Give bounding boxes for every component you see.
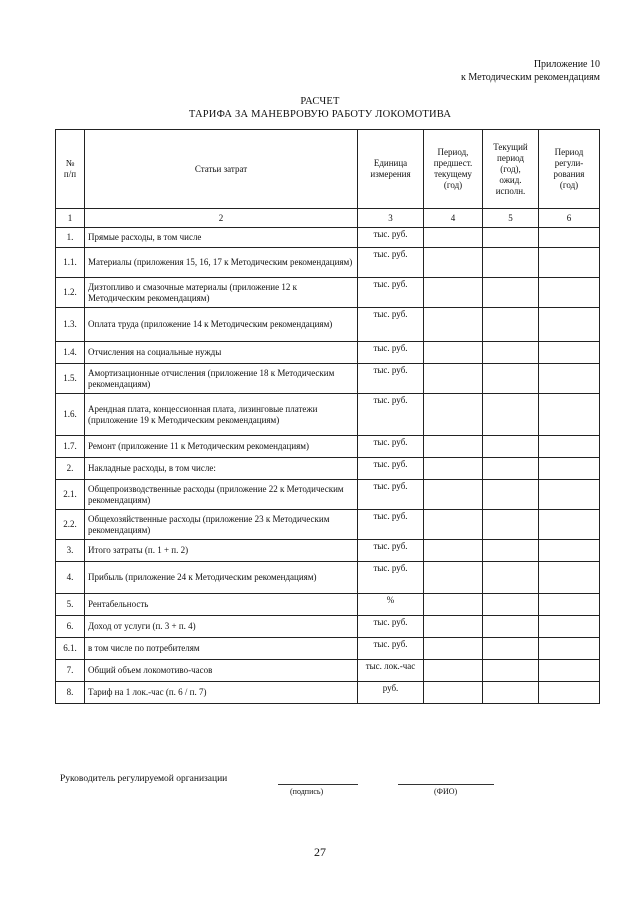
regulated-period-value [539,616,600,638]
unit-of-measure: тыс. руб. [358,638,424,660]
regulated-period-value [539,480,600,510]
cost-item: Оплата труда (приложение 14 к Методическим рекомендациям) [85,308,358,342]
row-number: 2.1. [56,480,85,510]
row-number: 3. [56,540,85,562]
current-period-value [483,638,539,660]
unit-of-measure: тыс. руб. [358,278,424,308]
table-row [56,394,600,436]
table-row [56,682,600,704]
unit-of-measure: тыс. руб. [358,436,424,458]
column-header: № п/п [56,130,85,209]
cost-item: Ремонт (приложение 11 к Методическим рекомендациям) [85,436,358,458]
table-row [56,228,600,248]
previous-period-value [424,436,483,458]
table-row [56,510,600,540]
unit-of-measure: тыс. руб. [358,458,424,480]
column-number-row [56,209,600,228]
previous-period-value [424,278,483,308]
current-period-value [483,436,539,458]
current-period-value [483,660,539,682]
row-number: 1.5. [56,364,85,394]
cost-item: Арендная плата, концессионная плата, лизинговые платежи (приложение 19 к Методическим рекомендациям) [85,394,358,436]
table-body [56,228,600,704]
current-period-value [483,594,539,616]
current-period-value [483,682,539,704]
table-row [56,660,600,682]
regulated-period-value [539,510,600,540]
previous-period-value [424,364,483,394]
table-row [56,436,600,458]
column-number: 6 [539,209,600,228]
unit-of-measure: тыс. руб. [358,308,424,342]
regulated-period-value [539,278,600,308]
current-period-value [483,562,539,594]
row-number: 4. [56,562,85,594]
current-period-value [483,342,539,364]
row-number: 1. [56,228,85,248]
row-number: 1.3. [56,308,85,342]
row-number: 7. [56,660,85,682]
row-number: 6. [56,616,85,638]
table-row [56,616,600,638]
unit-of-measure: тыс. руб. [358,540,424,562]
appendix-line-2: к Методическим рекомендациям [460,72,600,83]
regulated-period-value [539,458,600,480]
cost-item: Общепроизводственные расходы (приложение 22 к Методическим рекомендациям) [85,480,358,510]
regulated-period-value [539,228,600,248]
column-number: 3 [358,209,424,228]
current-period-value [483,394,539,436]
regulated-period-value [539,308,600,342]
column-header: Единица измерения [358,130,424,209]
previous-period-value [424,616,483,638]
appendix-note [461,58,600,84]
unit-of-measure: тыс. руб. [358,394,424,436]
table-row [56,594,600,616]
cost-item: Рентабельность [85,594,358,616]
current-period-value [483,540,539,562]
current-period-value [483,278,539,308]
table-row [56,278,600,308]
signature-caption: (подпись) [290,787,324,796]
current-period-value [483,480,539,510]
column-number: 2 [85,209,358,228]
unit-of-measure: % [358,594,424,616]
signature-label: Руководитель регулируемой организации [60,774,228,784]
row-number: 2.2. [56,510,85,540]
row-number: 1.6. [56,394,85,436]
cost-item: Общий объем локомотиво-часов [85,660,358,682]
previous-period-value [424,594,483,616]
title-line-2: ТАРИФА ЗА МАНЕВРОВУЮ РАБОТУ ЛОКОМОТИВА [188,109,452,120]
table-row [56,480,600,510]
cost-item: Отчисления на социальные нужды [85,342,358,364]
cost-item: Прямые расходы, в том числе [85,228,358,248]
table-row [56,540,600,562]
current-period-value [483,458,539,480]
regulated-period-value [539,638,600,660]
document-title [0,95,640,121]
row-number: 8. [56,682,85,704]
regulated-period-value [539,364,600,394]
table-row [56,562,600,594]
title-line-1: РАСЧЕТ [300,96,340,107]
table-row [56,308,600,342]
previous-period-value [424,342,483,364]
regulated-period-value [539,562,600,594]
table-row [56,364,600,394]
cost-item: Дизтопливо и смазочные материалы (приложение 12 к Методическим рекомендациям) [85,278,358,308]
table-row [56,638,600,660]
name-caption: (ФИО) [434,787,458,796]
unit-of-measure: тыс. руб. [358,480,424,510]
column-header: Период регули- рования (год) [539,130,600,209]
appendix-line-1: Приложение 10 [533,59,600,70]
regulated-period-value [539,436,600,458]
column-header: Статьи затрат [85,130,358,209]
row-number: 1.4. [56,342,85,364]
cost-item: Амортизационные отчисления (приложение 18 к Методическим рекомендациям) [85,364,358,394]
unit-of-measure: тыс. руб. [358,616,424,638]
cost-item: Общехозяйственные расходы (приложение 23 к Методическим рекомендациям) [85,510,358,540]
previous-period-value [424,480,483,510]
unit-of-measure: руб. [358,682,424,704]
tariff-calculation-table [55,129,600,704]
column-number: 1 [56,209,85,228]
cost-item: Материалы (приложения 15, 16, 17 к Методическим рекомендациям) [85,248,358,278]
previous-period-value [424,562,483,594]
current-period-value [483,510,539,540]
unit-of-measure: тыс. руб. [358,562,424,594]
unit-of-measure: тыс. руб. [358,248,424,278]
previous-period-value [424,228,483,248]
table-row [56,342,600,364]
unit-of-measure: тыс. лок.-час [358,660,424,682]
row-number: 6.1. [56,638,85,660]
previous-period-value [424,660,483,682]
cost-item: Итого затраты (п. 1 + п. 2) [85,540,358,562]
cost-item: Тариф на 1 лок.-час (п. 6 / п. 7) [85,682,358,704]
table-header-row [56,130,600,209]
previous-period-value [424,458,483,480]
previous-period-value [424,308,483,342]
table-row [56,248,600,278]
cost-item: Прибыль (приложение 24 к Методическим рекомендациям) [85,562,358,594]
row-number: 1.7. [56,436,85,458]
row-number: 2. [56,458,85,480]
current-period-value [483,616,539,638]
regulated-period-value [539,660,600,682]
previous-period-value [424,394,483,436]
unit-of-measure: тыс. руб. [358,510,424,540]
name-line [398,784,494,785]
previous-period-value [424,248,483,278]
unit-of-measure: тыс. руб. [358,342,424,364]
column-number: 5 [483,209,539,228]
regulated-period-value [539,394,600,436]
regulated-period-value [539,682,600,704]
regulated-period-value [539,342,600,364]
table-row [56,458,600,480]
page-number: 27 [314,845,326,859]
regulated-period-value [539,594,600,616]
column-header: Период, предшест. текущему (год) [424,130,483,209]
previous-period-value [424,510,483,540]
signature-line [278,784,358,785]
row-number: 1.1. [56,248,85,278]
cost-item: Накладные расходы, в том числе: [85,458,358,480]
previous-period-value [424,540,483,562]
row-number: 1.2. [56,278,85,308]
unit-of-measure: тыс. руб. [358,228,424,248]
current-period-value [483,364,539,394]
column-number: 4 [424,209,483,228]
current-period-value [483,228,539,248]
regulated-period-value [539,540,600,562]
regulated-period-value [539,248,600,278]
previous-period-value [424,638,483,660]
column-header: Текущий период (год), ожид. исполн. [483,130,539,209]
unit-of-measure: тыс. руб. [358,364,424,394]
row-number: 5. [56,594,85,616]
previous-period-value [424,682,483,704]
current-period-value [483,248,539,278]
current-period-value [483,308,539,342]
cost-item: в том числе по потребителям [85,638,358,660]
cost-item: Доход от услуги (п. 3 + п. 4) [85,616,358,638]
